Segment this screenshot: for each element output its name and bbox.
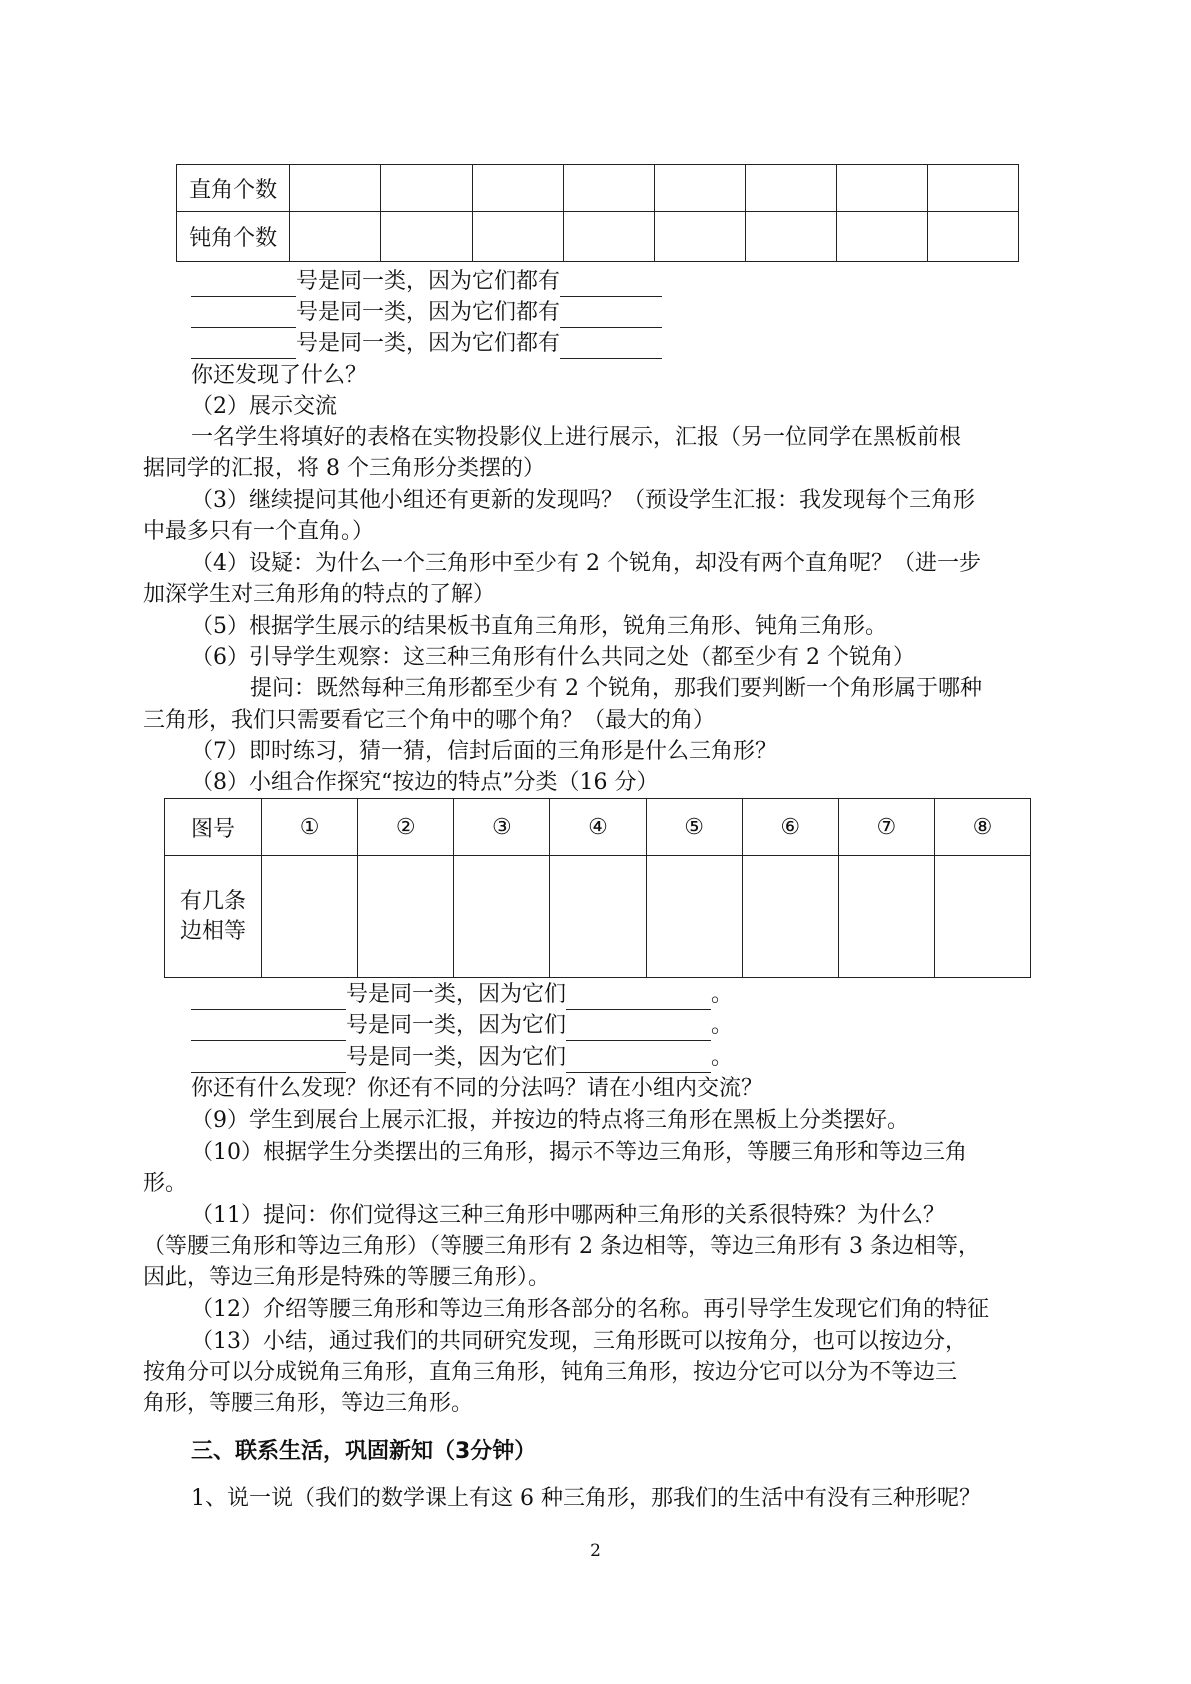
fill-blank[interactable] (566, 985, 711, 1010)
fill-blank[interactable] (191, 985, 346, 1010)
paragraph-text: 一名学生将填好的表格在实物投影仪上进行展示，汇报（另一位同学在黑板前根 (191, 425, 962, 450)
figure-number: ⑤ (646, 799, 742, 856)
classify-line (0, 1011, 733, 1041)
table-row (165, 856, 1031, 978)
paragraph-text: 据同学的汇报，将 8 个三角形分类摆的） (143, 456, 545, 481)
table-cell[interactable] (742, 856, 838, 978)
paragraph-text: 形。 (143, 1171, 188, 1196)
row-label-line: 边相等 (180, 918, 247, 944)
paragraph-text: （13）小结，通过我们的共同研究发现，三角形既可以按角分，也可以按边分， (191, 1329, 967, 1354)
table-cell[interactable] (745, 212, 836, 262)
fill-blank[interactable] (560, 303, 662, 328)
fill-blank[interactable] (191, 334, 296, 359)
page-number: 2 (590, 1541, 601, 1561)
table-cell[interactable] (934, 856, 1030, 978)
classify-line (0, 980, 733, 1010)
paragraph-text: 加深学生对三角形角的特点的了解） (143, 582, 496, 607)
side-classify-table (164, 798, 1031, 978)
fill-blank[interactable] (566, 1016, 711, 1041)
table-cell[interactable] (836, 165, 927, 212)
classify-end: 。 (711, 982, 734, 1007)
table-cell[interactable] (381, 212, 472, 262)
row-label (165, 856, 262, 978)
table-cell[interactable] (472, 212, 563, 262)
classify-line (0, 267, 662, 297)
classify-text: 号是同一类，因为它们 (346, 1013, 567, 1038)
classify-text: 号是同一类，因为它们都有 (296, 300, 561, 325)
table-cell[interactable] (836, 212, 927, 262)
fill-blank[interactable] (191, 303, 296, 328)
table-cell[interactable] (563, 212, 654, 262)
paragraph-text: （6）引导学生观察：这三种三角形有什么共同之处（都至少有 2 个锐角） (191, 645, 915, 670)
paragraph-text: 按角分可以分成锐角三角形，直角三角形，钝角三角形，按边分它可以分为不等边三 (143, 1360, 958, 1385)
table-cell[interactable] (563, 165, 654, 212)
classify-line (0, 298, 662, 328)
table-cell[interactable] (646, 856, 742, 978)
fill-blank[interactable] (191, 272, 296, 297)
table-cell[interactable] (927, 165, 1018, 212)
fill-blank[interactable] (191, 1016, 346, 1041)
table-cell[interactable] (290, 212, 381, 262)
table-row (177, 165, 1019, 212)
paragraph-text: （12）介绍等腰三角形和等边三角形各部分的名称。再引导学生发现它们角的特征 (191, 1297, 989, 1322)
figure-number: ④ (550, 799, 646, 856)
paragraph-text: 你还有什么发现？你还有不同的分法吗？请在小组内交流？ (191, 1076, 764, 1101)
table-cell[interactable] (550, 856, 646, 978)
paragraph-text: （7）即时练习，猜一猜，信封后面的三角形是什么三角形？ (191, 739, 777, 764)
paragraph-text: （等腰三角形和等边三角形）（等腰三角形有 2 条边相等，等边三角形有 3 条边相等， (143, 1234, 980, 1259)
table-cell[interactable] (745, 165, 836, 212)
angle-count-table (176, 164, 1019, 262)
figure-number: ⑥ (742, 799, 838, 856)
fill-blank[interactable] (560, 272, 662, 297)
paragraph-text: 中最多只有一个直角。） (143, 519, 375, 544)
paragraph-text: （3）继续提问其他小组还有更新的发现吗？（预设学生汇报：我发现每个三角形 (191, 488, 975, 513)
section-heading: 三、联系生活，巩固新知（3分钟） (191, 1439, 537, 1464)
paragraph-text: 你还发现了什么？ (191, 363, 368, 388)
row-label: 钝角个数 (177, 212, 290, 262)
paragraph-text: （8）小组合作探究“按边的特点”分类（16 分） (191, 770, 659, 795)
table-cell[interactable] (381, 165, 472, 212)
figure-number: ⑧ (934, 799, 1030, 856)
table-row (177, 212, 1019, 262)
table-cell[interactable] (654, 212, 745, 262)
fill-blank[interactable] (191, 1048, 346, 1073)
table-cell[interactable] (358, 856, 454, 978)
classify-text: 号是同一类，因为它们都有 (296, 269, 561, 294)
paragraph-text: 因此，等边三角形是特殊的等腰三角形）。 (143, 1265, 551, 1290)
paragraph-text: 三角形，我们只需要看它三个角中的哪个角？（最大的角） (143, 708, 716, 733)
paragraph-text: 提问：既然每种三角形都至少有 2 个锐角，那我们要判断一个角形属于哪种 (250, 676, 982, 701)
figure-number: ① (262, 799, 358, 856)
row-label-line: 有几条 (180, 888, 247, 914)
figure-number: ② (358, 799, 454, 856)
classify-end: 。 (711, 1013, 734, 1038)
figure-number: ⑦ (838, 799, 934, 856)
classify-text: 号是同一类，因为它们 (346, 1045, 567, 1070)
classify-text: 号是同一类，因为它们 (346, 982, 567, 1007)
header-label: 图号 (165, 799, 262, 856)
table-row (165, 799, 1031, 856)
paragraph-text: （11）提问：你们觉得这三种三角形中哪两种三角形的关系很特殊？为什么？ (191, 1203, 945, 1228)
figure-number: ③ (454, 799, 550, 856)
paragraph-text: （9）学生到展台上展示汇报，并按边的特点将三角形在黑板上分类摆好。 (191, 1108, 909, 1133)
paragraph-text: （4）设疑：为什么一个三角形中至少有 2 个锐角，却没有两个直角呢？（进一步 (191, 551, 981, 576)
paragraph-text: （2）展示交流 (191, 394, 337, 419)
fill-blank[interactable] (560, 334, 662, 359)
paragraph-text: 1、说一说（我们的数学课上有这 6 种三角形，那我们的生活中有没有三种形呢？ (191, 1486, 981, 1511)
table-cell[interactable] (654, 165, 745, 212)
classify-text: 号是同一类，因为它们都有 (296, 331, 561, 356)
fill-blank[interactable] (566, 1048, 711, 1073)
paragraph-text: （10）根据学生分类摆出的三角形，揭示不等边三角形，等腰三角形和等边三角 (191, 1140, 967, 1165)
row-label: 直角个数 (177, 165, 290, 212)
table-cell[interactable] (838, 856, 934, 978)
table-cell[interactable] (454, 856, 550, 978)
table-cell[interactable] (927, 212, 1018, 262)
table-cell[interactable] (262, 856, 358, 978)
table-cell[interactable] (290, 165, 381, 212)
paragraph-text: （5）根据学生展示的结果板书直角三角形，锐角三角形、钝角三角形。 (191, 614, 887, 639)
classify-line (0, 1043, 733, 1073)
classify-line (0, 329, 662, 359)
classify-end: 。 (711, 1045, 734, 1070)
table-cell[interactable] (472, 165, 563, 212)
paragraph-text: 角形，等腰三角形，等边三角形。 (143, 1391, 474, 1416)
